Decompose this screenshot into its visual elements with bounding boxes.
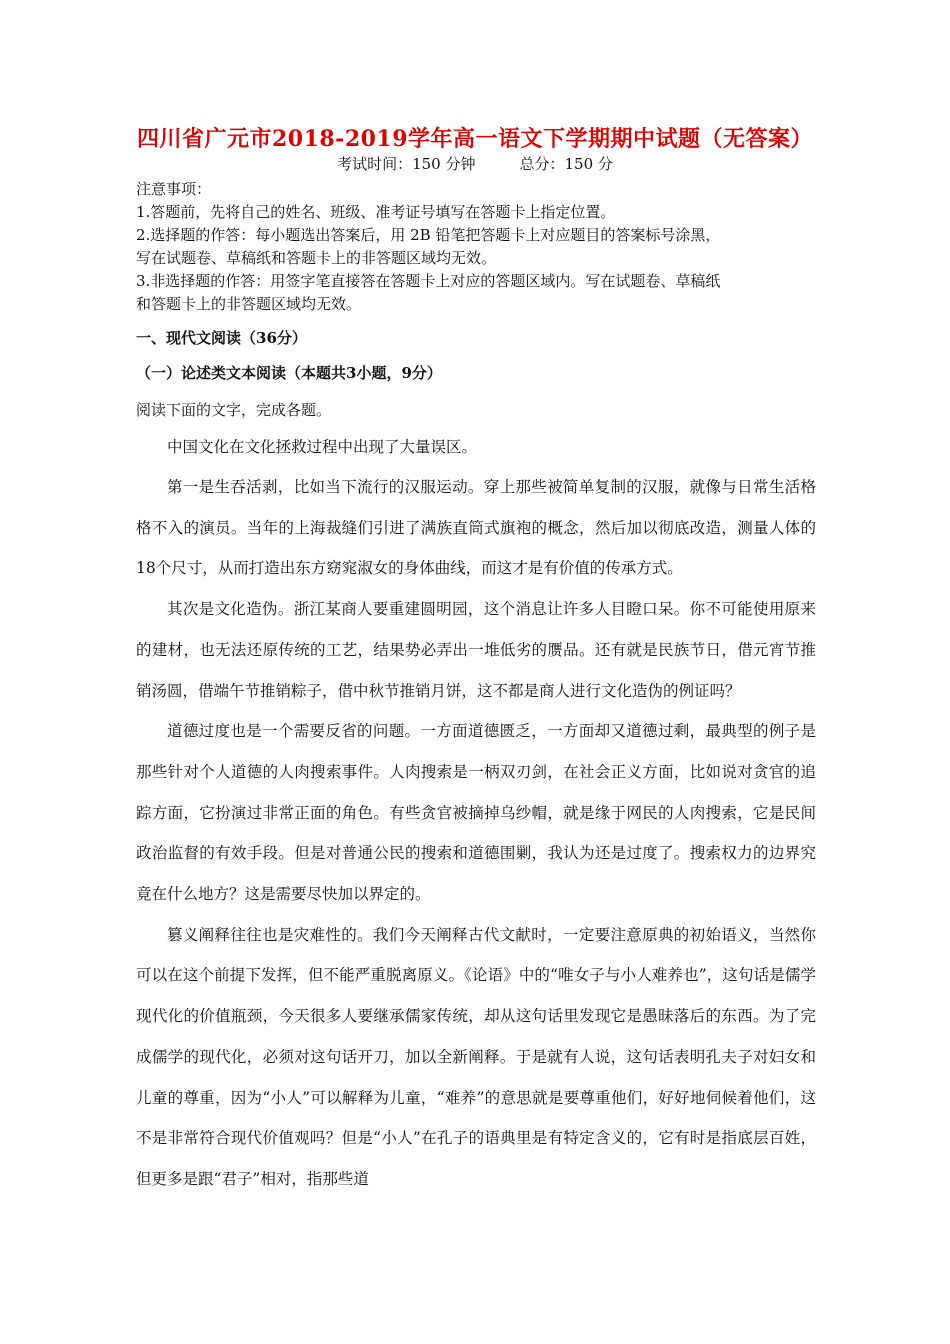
notes-line: 和答题卡上的非答题区域均无效。 xyxy=(136,295,362,313)
section-heading: 一、现代文阅读（36分） xyxy=(136,329,307,347)
document-title: 四川省广元市2018-2019学年高一语文下学期期中试题（无答案） xyxy=(136,126,814,152)
paragraph: 道德过度也是一个需要反省的问题。一方面道德匮乏，一方面却又道德过剩，最典型的例子是那些针对个人道德的人肉搜索事件。人肉搜索是一柄双刃剑，在社会正义方面，比如说对贪官的追踪方面，它扮演过非常正面的角色。有些贪官被摘掉乌纱帽，就是缘于网民的人肉搜索，它是民间政治监督的有效手段。但是对普通公民的搜索和道德围剿，我认为还是过度了。搜索权力的边界究竟在什么地方？这是需要尽快加以界定的。 xyxy=(136,722,816,904)
notes-line: 3.非选择题的作答：用签字笔直接答在答题卡上对应的答题区域内。写在试题卷、草稿纸 xyxy=(136,272,721,290)
notes-block xyxy=(136,178,836,316)
paragraph: 中国文化在文化拯救过程中出现了大量误区。 xyxy=(167,438,478,456)
notes-line: 2.选择题的作答：每小题选出答案后，用 2B 铅笔把答题卡上对应题目的答案标号涂黑， xyxy=(136,226,721,244)
subsection-heading: （一）论述类文本阅读（本题共3小题，9分） xyxy=(136,364,442,382)
notes-line: 写在试题卷、草稿纸和答题卡上的非答题区域均无效。 xyxy=(136,249,497,267)
exam-time: 考试时间：150 分钟 xyxy=(337,155,476,173)
paragraph: 第一是生吞活剥，比如当下流行的汉服运动。穿上那些被简单复制的汉服，就像与日常生活格格不入的演员。当年的上海裁缝们引进了满族直筒式旗袍的概念，然后加以彻底改造，测量人体的18个尺寸，从而打造出东方窈窕淑女的身体曲线，而这才是有价值的传承方式。 xyxy=(136,478,816,578)
notes-heading: 注意事项： xyxy=(136,180,212,198)
paragraph: 其次是文化造伪。浙江某商人要重建圆明园，这个消息让许多人目瞪口呆。你不可能使用原来的建材，也无法还原传统的工艺，结果势必弄出一堆低劣的赝品。还有就是民族节日，借元宵节推销汤圆，借端午节推销粽子，借中秋节推销月饼，这不都是商人进行文化造伪的例证吗？ xyxy=(136,600,816,700)
paragraph: 篡义阐释往往也是灾难性的。我们今天阐释古代文献时，一定要注意原典的初始语义，当然你可以在这个前提下发挥，但不能严重脱离原义。《论语》中的“唯女子与小人难养也”，这句话是儒学现代化的价值瓶颈，今天很多人要继承儒家传统，却从这句话里发现它是愚昧落后的东西。为了完成儒学的现代化，必须对这句话开刀，加以全新阐释。于是就有人说，这句话表明孔夫子对妇女和儿童的尊重，因为“小人”可以解释为儿童，“难养”的意思就是要尊重他们，好好地伺候着他们，这不是非常符合现代价值观吗？但是“小人”在孔子的语典里是有特定含义的，它有时是指底层百姓，但更多是跟“君子”相对，指那些道 xyxy=(136,925,816,1188)
exam-info xyxy=(0,153,950,174)
notes-line: 1.答题前，先将自己的姓名、班级、准考证号填写在答题卡上指定位置。 xyxy=(136,203,616,221)
exam-score: 总分：150 分 xyxy=(519,155,613,173)
instruction: 阅读下面的文字，完成各题。 xyxy=(136,401,332,419)
article-body xyxy=(136,427,816,1200)
